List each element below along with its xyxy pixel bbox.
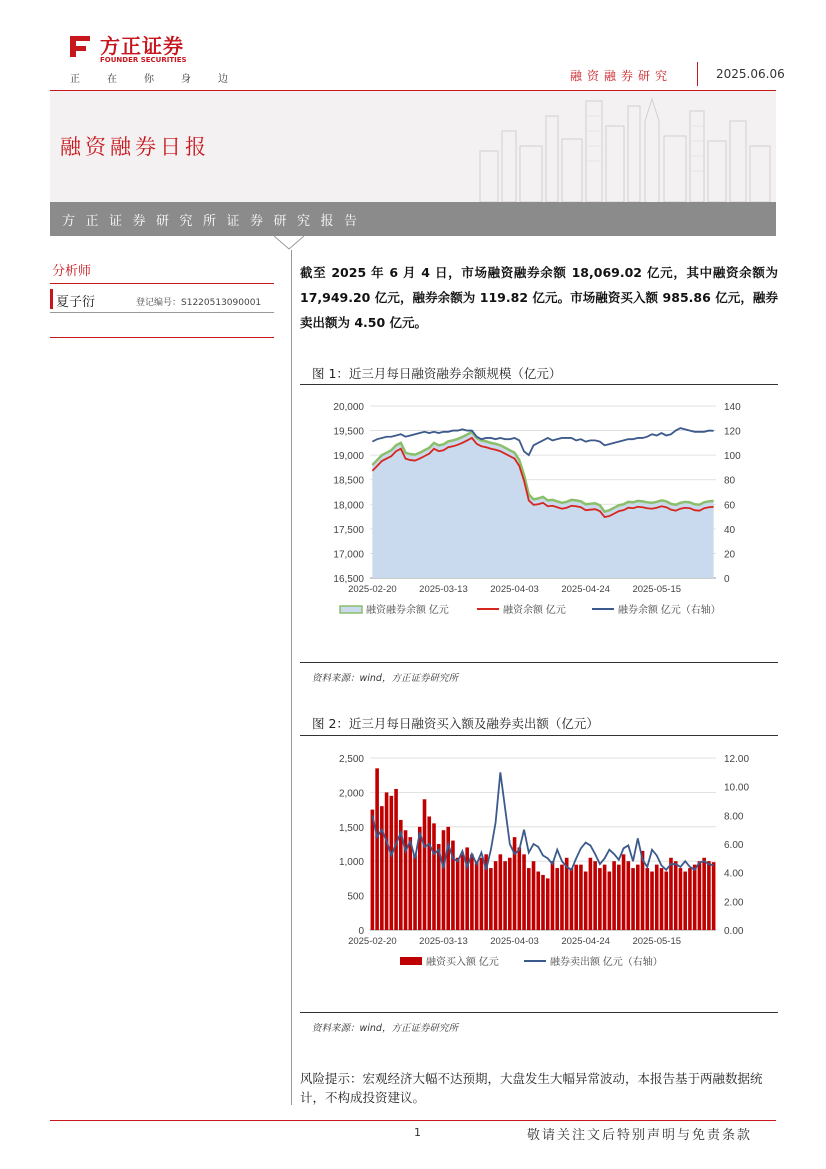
- y-left-tick-label: 18,000: [333, 500, 364, 512]
- bar-margin-buy: [423, 799, 427, 930]
- bar-margin-buy: [470, 854, 474, 930]
- bar-margin-buy: [442, 830, 446, 930]
- banner-notch: [274, 236, 304, 250]
- y-left-tick-label: 500: [347, 891, 364, 903]
- legend-label: 融券卖出额 亿元（右轴）: [550, 957, 663, 968]
- bar-margin-buy: [693, 865, 697, 930]
- bar-margin-buy: [527, 868, 531, 930]
- figure2-title: 图 2：近三月每日融资买入额及融券卖出额（亿元）: [312, 716, 599, 731]
- y-right-tick-label: 10.00: [724, 782, 750, 794]
- bar-margin-buy: [645, 868, 649, 930]
- bar-margin-buy: [712, 862, 716, 930]
- legend-swatch: [340, 606, 362, 613]
- y-right-tick-label: 4.00: [724, 868, 744, 880]
- bar-margin-buy: [394, 789, 398, 930]
- y-left-tick-label: 16,500: [333, 574, 364, 585]
- y-left-tick-label: 1,500: [338, 822, 364, 834]
- page-number: 1: [414, 1126, 421, 1139]
- x-tick-label: 2025-04-24: [561, 584, 610, 595]
- y-right-tick-label: 0: [724, 574, 730, 585]
- bar-margin-buy: [570, 868, 574, 930]
- analyst-label: 分析师: [52, 264, 92, 279]
- figure1-top-rule: [300, 384, 778, 385]
- bar-margin-buy: [674, 861, 678, 930]
- column-divider: [291, 250, 292, 1105]
- x-tick-label: 2025-05-15: [632, 936, 682, 947]
- bar-margin-buy: [489, 868, 493, 930]
- bar-margin-buy: [698, 861, 702, 930]
- x-tick-label: 2025-03-13: [419, 936, 468, 947]
- bar-margin-buy: [622, 854, 626, 930]
- bar-margin-buy: [380, 806, 384, 930]
- bar-margin-buy: [688, 868, 692, 930]
- bar-margin-buy: [390, 796, 394, 930]
- logo-chinese-name: 方正证券: [100, 34, 184, 58]
- bar-margin-buy: [551, 861, 555, 930]
- bar-margin-buy: [598, 868, 602, 930]
- bar-margin-buy: [627, 861, 631, 930]
- bar-margin-buy: [546, 878, 550, 930]
- y-left-tick-label: 2,000: [338, 788, 364, 800]
- y-left-tick-label: 0: [358, 926, 364, 937]
- bar-margin-buy: [375, 768, 379, 930]
- y-right-tick-label: 20: [724, 549, 736, 561]
- x-tick-label: 2025-04-24: [561, 936, 610, 947]
- x-tick-label: 2025-05-15: [632, 584, 682, 595]
- analyst-registration: 登记编号：S1220513090001: [136, 298, 262, 308]
- y-left-tick-label: 20,000: [333, 402, 364, 413]
- y-right-tick-label: 6.00: [724, 840, 744, 851]
- margin-balance-chart: [312, 390, 778, 630]
- y-left-tick-label: 1,000: [338, 857, 364, 869]
- bar-margin-buy: [432, 823, 436, 930]
- y-right-tick-label: 12.00: [724, 754, 750, 765]
- legend-label: 融券余额 亿元（右轴）: [618, 605, 721, 616]
- legend-label: 融资融券余额 亿元: [366, 605, 449, 616]
- figure1-title: 图 1：近三月每日融资融券余额规模（亿元）: [312, 366, 562, 381]
- bar-margin-buy: [574, 865, 578, 930]
- analyst-rule: [50, 283, 274, 284]
- company-motto: 正在你身边: [70, 74, 255, 85]
- disclaimer-link[interactable]: 敬请关注文后特别声明与免责条款: [527, 1128, 753, 1143]
- bar-margin-buy: [631, 868, 635, 930]
- analyst-accent-bar: [50, 289, 53, 309]
- figure1-bottom-rule: [300, 662, 778, 663]
- bar-margin-buy: [579, 865, 583, 930]
- x-tick-label: 2025-02-20: [348, 936, 397, 947]
- bar-margin-buy: [603, 865, 607, 930]
- figure2-source: 资料来源：wind，方正证券研究所: [312, 1023, 458, 1034]
- bar-margin-buy: [499, 854, 503, 930]
- analyst-rule: [50, 312, 274, 313]
- bar-margin-buy: [408, 837, 412, 930]
- analyst-name: 夏子衍: [56, 295, 96, 310]
- footer-rule: [50, 1120, 776, 1121]
- figure1-source: 资料来源：wind，方正证券研究所: [312, 673, 458, 684]
- y-right-tick-label: 0.00: [724, 926, 744, 937]
- y-right-tick-label: 2.00: [724, 897, 744, 909]
- bar-margin-buy: [593, 861, 597, 930]
- bar-margin-buy: [707, 861, 711, 930]
- bar-margin-buy: [371, 810, 375, 930]
- x-tick-label: 2025-04-03: [490, 936, 539, 947]
- bar-margin-buy: [385, 792, 389, 930]
- y-right-tick-label: 100: [724, 451, 741, 463]
- bar-margin-buy: [650, 872, 654, 930]
- bar-margin-buy: [522, 854, 526, 930]
- legend-swatch: [400, 957, 422, 965]
- report-title: 融资融券日报: [60, 135, 210, 159]
- balance-area: [372, 432, 713, 578]
- bar-margin-buy: [555, 868, 559, 930]
- y-right-tick-label: 60: [724, 500, 736, 512]
- x-tick-label: 2025-02-20: [348, 584, 397, 595]
- margin-buy-short-sell-chart: [312, 742, 778, 982]
- bar-margin-buy: [503, 861, 507, 930]
- y-left-tick-label: 17,500: [333, 524, 364, 536]
- legend-label: 融资余额 亿元: [503, 605, 566, 616]
- header-separator: [697, 62, 698, 86]
- y-right-tick-label: 40: [724, 524, 736, 536]
- bar-margin-buy: [660, 868, 664, 930]
- founder-logo: [66, 28, 206, 68]
- figure2-bottom-rule: [300, 1012, 778, 1013]
- bar-margin-buy: [518, 847, 522, 930]
- y-right-tick-label: 80: [724, 475, 736, 487]
- bar-margin-buy: [636, 865, 640, 930]
- y-left-tick-label: 17,000: [333, 549, 364, 561]
- bar-margin-buy: [584, 872, 588, 930]
- x-tick-label: 2025-03-13: [419, 584, 468, 595]
- bar-margin-buy: [612, 861, 616, 930]
- y-right-tick-label: 8.00: [724, 811, 744, 823]
- bar-margin-buy: [508, 858, 512, 930]
- x-tick-label: 2025-04-03: [490, 584, 539, 595]
- y-left-tick-label: 19,000: [333, 451, 364, 463]
- bar-margin-buy: [560, 865, 564, 930]
- y-left-tick-label: 18,500: [333, 475, 364, 487]
- summary-paragraph: 截至 2025 年 6 月 4 日，市场融资融券余额 18,069.02 亿元，其中融资余额为 17,949.20 亿元，融券余额为 119.82 亿元。市场融资买入额 985.86 亿元，融券卖出额为 4.50 亿元。: [300, 265, 778, 330]
- analyst-rule: [50, 337, 274, 338]
- bar-margin-buy: [664, 872, 668, 930]
- bar-margin-buy: [608, 872, 612, 930]
- bar-margin-buy: [480, 858, 484, 930]
- bar-margin-buy: [475, 861, 479, 930]
- bar-margin-buy: [669, 858, 673, 930]
- y-right-tick-label: 120: [724, 426, 741, 438]
- bar-margin-buy: [461, 854, 465, 930]
- bar-margin-buy: [456, 858, 460, 930]
- report-date: 2025.06.06: [716, 67, 785, 81]
- y-left-tick-label: 2,500: [338, 754, 364, 765]
- bar-margin-buy: [536, 872, 540, 930]
- logo-english-name: FOUNDER SECURITIES: [100, 56, 187, 64]
- bar-margin-buy: [683, 872, 687, 930]
- bar-margin-buy: [702, 858, 706, 930]
- bar-margin-buy: [617, 865, 621, 930]
- bar-margin-buy: [679, 868, 683, 930]
- founder-logo-icon: [66, 32, 94, 60]
- institute-label: 方正证券研究所证券研究报告: [62, 214, 368, 229]
- y-left-tick-label: 19,500: [333, 426, 364, 438]
- bar-margin-buy: [541, 875, 545, 930]
- bar-margin-buy: [494, 861, 498, 930]
- legend-label: 融资买入额 亿元: [426, 957, 499, 968]
- risk-warning: 风险提示：宏观经济大幅不达预期，大盘发生大幅异常波动，本报告基于两融数据统计，不构成投资建议。: [300, 1071, 763, 1105]
- bar-margin-buy: [589, 858, 593, 930]
- y-right-tick-label: 140: [724, 402, 741, 413]
- bar-margin-buy: [427, 816, 431, 930]
- figure2-top-rule: [300, 735, 778, 736]
- bar-margin-buy: [532, 861, 536, 930]
- report-category: 融资融券研究: [570, 69, 673, 83]
- bar-margin-buy: [413, 854, 417, 930]
- bar-margin-buy: [655, 865, 659, 930]
